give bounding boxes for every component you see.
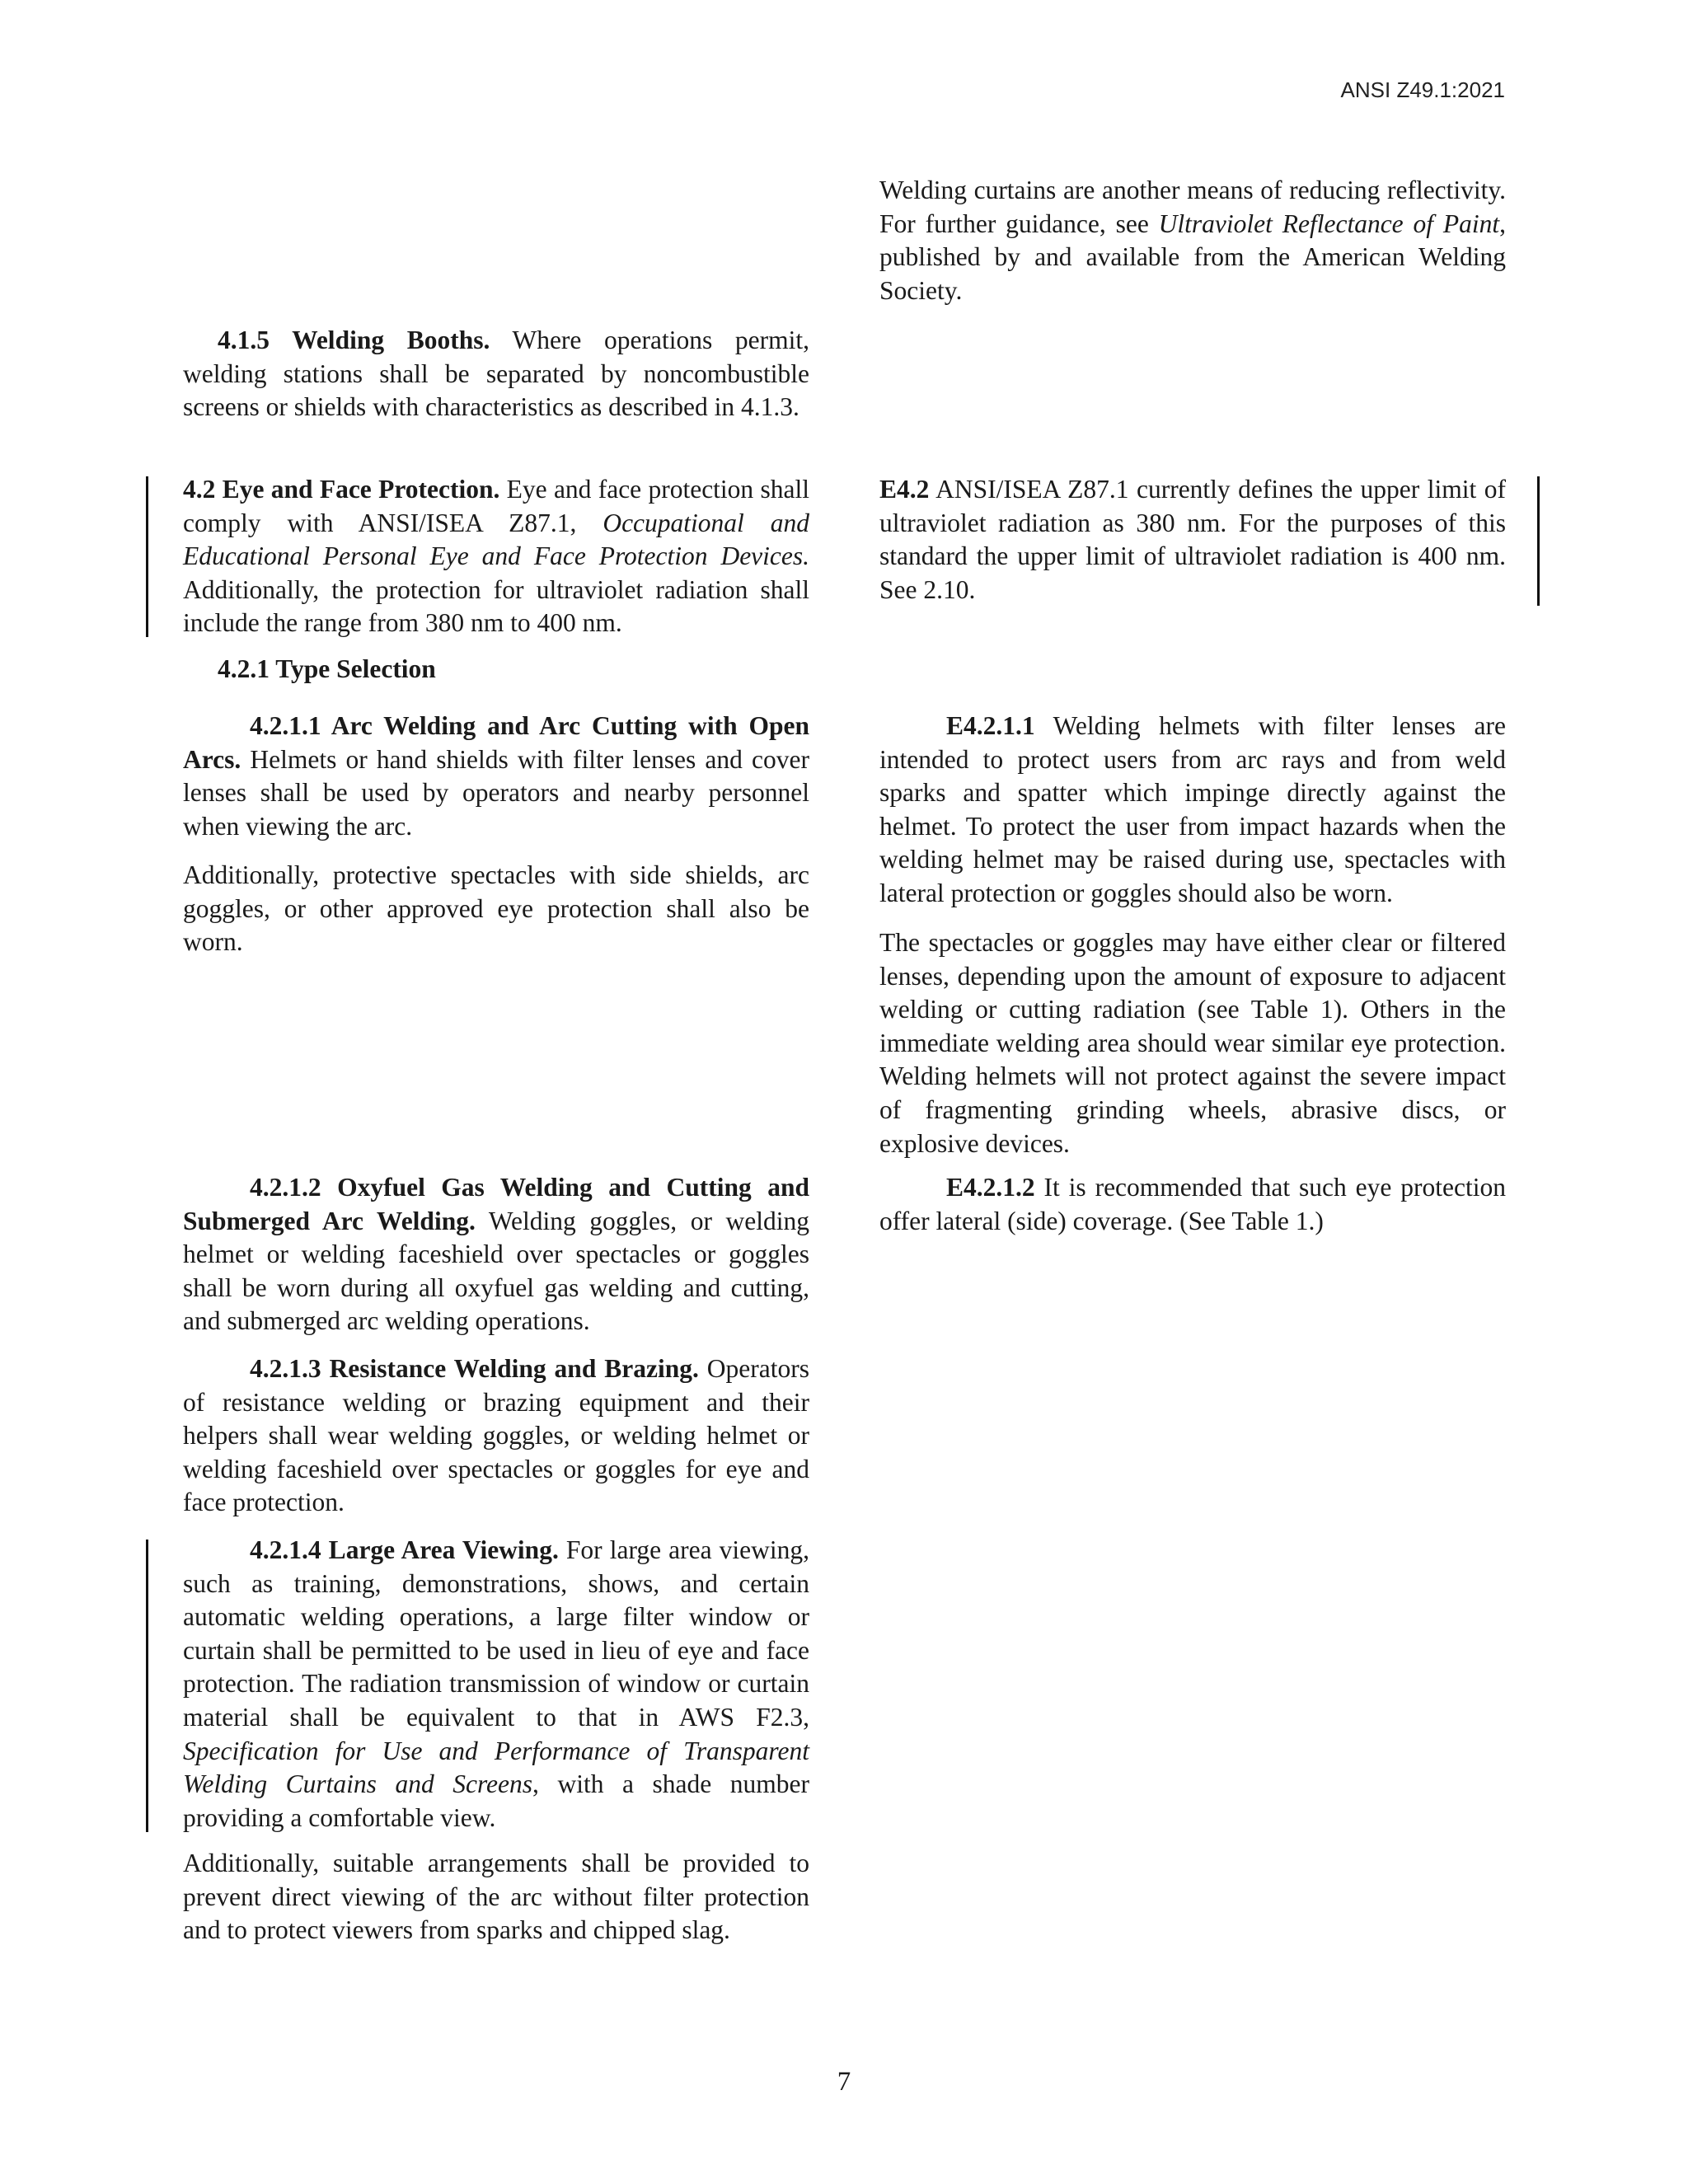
change-bar-e4-2: [1537, 476, 1540, 606]
section-4-2-text: Eye and face protection shall comply with ANSI/ISEA Z87.1,: [183, 475, 809, 537]
section-4-1-5-text: Where operations permit, welding stations shall be separated by noncombustible screens or shields with characteristics as described in 4.1.3.: [183, 326, 809, 422]
section-4-2-heading: 4.2 Eye and Face Protection.: [183, 475, 500, 504]
section-4-2-cited-title: Occupational and Educational Personal Eye and Face Protection Devices.: [183, 508, 809, 571]
explanation-e4-2-1-1-text: Welding helmets with filter lenses are intended to protect users from arc rays and from weld sparks and spatter which impinge directly against the helmet. To protect the user from impact hazards when the welding helmet may be raised during use, spectacles with lateral protection or goggles should also be worn.: [879, 711, 1506, 907]
section-4-2-1-4-text: For large area viewing, such as training, demonstrations, shows, and certain automatic welding operations, a large filter window or curtain shall be permitted to be used in lieu of eye and face protection. The radiation transmission of window or curtain material shall be equivalent to that in AWS F2.3,: [183, 1535, 810, 1732]
change-bar-4-2: [146, 476, 148, 637]
explanation-e4-2-1-2: [879, 1171, 1506, 1238]
section-4-2-1-1-text: Helmets or hand shields with filter lenses and cover lenses shall be used by operators and nearby personnel when viewing the arc.: [183, 744, 809, 841]
section-4-2-1-1-heading: 4.2.1.1 Arc Welding and Arc Cutting with Open Arcs.: [183, 711, 809, 774]
explanation-e4-2-1-1-para-2: The spectacles or goggles may have either clear or filtered lenses, depending upon the amount of exposure to adjacent welding or cutting radiation (see Table 1). Others in the immediate welding area should wear similar eye protection. Welding helmets will not protect against the severe impact of fragmenting grinding wheels, abrasive discs, or explosive devices.: [879, 928, 1506, 1158]
section-4-2-1-2: [183, 1171, 809, 1338]
section-4-2-1-4-heading: 4.2.1.4 Large Area Viewing.: [250, 1535, 559, 1564]
section-4-2-1: [183, 653, 809, 687]
section-4-1-5-heading: 4.1.5 Welding Booths.: [218, 326, 490, 354]
standard-id-header: ANSI Z49.1:2021: [1340, 77, 1505, 102]
section-4-2-1-3: [183, 1352, 809, 1520]
explanation-e4-2-1-1-heading: E4.2.1.1: [946, 711, 1035, 740]
explanation-e4-2: [879, 473, 1506, 607]
explanation-e4-2-text: ANSI/ISEA Z87.1 currently defines the upper limit of ultraviolet radiation as 380 nm. For the purposes of this standard the upper limit of ultraviolet radiation is 400 nm. See 2.10.: [879, 475, 1506, 604]
section-4-1-5: [183, 324, 809, 424]
explanation-e4-2-heading: E4.2: [879, 475, 930, 504]
section-4-2-1-2-heading: 4.2.1.2 Oxyfuel Gas Welding and Cutting and Submerged Arc Welding.: [183, 1173, 809, 1235]
curtains-note-text: Welding curtains are another means of reducing reflectivity. For further guidance, see: [879, 176, 1506, 238]
section-4-2-1-4-cited-title: Specification for Use and Performance of Transparent Welding Curtains and Screens: [183, 1736, 809, 1799]
section-4-2-1-4-para-2: Additionally, suitable arrangements shall be provided to prevent direct viewing of the arc without filter protection and to protect viewers from sparks and chipped slag.: [183, 1849, 809, 1945]
section-4-2-1-4: [183, 1534, 809, 1835]
explanation-e4-2-1-2-text: It is recommended that such eye protection offer lateral (side) coverage. (See Table 1.): [879, 1173, 1506, 1235]
curtains-note-text-cont: , published by and available from the American Welding Society.: [879, 209, 1506, 305]
section-4-2-text-cont: Additionally, the protection for ultraviolet radiation shall include the range from 380 nm to 400 nm.: [183, 574, 809, 638]
curtains-note: [879, 174, 1506, 307]
change-bar-4-2-1-4: [146, 1540, 148, 1832]
section-4-2: [183, 473, 809, 640]
curtains-note-cited-title: Ultraviolet Reflectance of Paint: [1158, 209, 1500, 238]
section-4-2-1-1-para-2: Additionally, protective spectacles with side shields, arc goggles, or other approved eye protection shall also be worn.: [183, 860, 809, 957]
explanation-e4-2-1-1: [879, 710, 1506, 911]
section-4-2-1-2-text: Welding goggles, or welding helmet or welding faceshield over spectacles or goggles shall be worn during all oxyfuel gas welding and cutting, and submerged arc welding operations.: [183, 1206, 809, 1336]
section-4-2-1-heading: 4.2.1 Type Selection: [218, 654, 436, 683]
section-4-2-1-1: [183, 710, 809, 843]
section-4-2-1-3-heading: 4.2.1.3 Resistance Welding and Brazing.: [250, 1354, 699, 1383]
explanation-e4-2-1-2-heading: E4.2.1.2: [946, 1173, 1035, 1202]
section-4-2-1-4-text-cont: , with a shade number providing a comfortable view.: [183, 1769, 809, 1832]
page-number: 7: [837, 2067, 851, 2097]
section-4-2-1-3-text: Operators of resistance welding or brazing equipment and their helpers shall wear welding goggles, or welding helmet or welding faceshield over spectacles or goggles for eye and face protection.: [183, 1354, 810, 1517]
